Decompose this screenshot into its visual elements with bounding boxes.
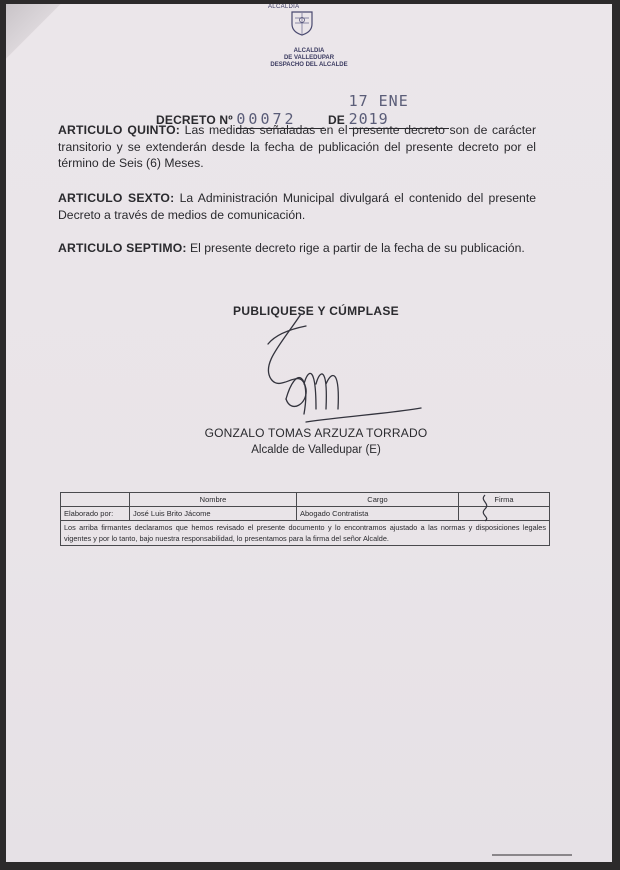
- document-page: [6, 4, 612, 862]
- coat-of-arms-icon: [290, 10, 314, 36]
- table-row: [61, 507, 550, 521]
- responsibility-note: Los arriba firmantes declaramos que hemos revisado el presente documento y lo encontramos ajustado a las normas y disposiciones legales vigentes y por lo tanto, bajo nuestra responsabilidad, lo presentamos para la firma del señor Alcalde.: [61, 521, 550, 546]
- handwritten-signature: [246, 304, 436, 444]
- header-cell-nombre: Nombre: [130, 493, 297, 507]
- control-table: [60, 492, 550, 546]
- article-text: El presente decreto rige a partir de la fecha de su publicación.: [190, 241, 525, 255]
- header-cell-blank: [61, 493, 130, 507]
- cell-nombre: José Luis Brito Jácome: [130, 507, 297, 521]
- table-row: [61, 521, 550, 546]
- decreto-label: DECRETO Nº: [156, 113, 233, 127]
- signer-title: Alcalde de Valledupar (E): [251, 444, 381, 456]
- header-cell-cargo: Cargo: [297, 493, 459, 507]
- cell-firma: [459, 507, 550, 521]
- decreto-date: 17 ENE 2019: [348, 92, 409, 128]
- cell-elaborado-por: Elaborado por:: [61, 507, 130, 521]
- article-title: ARTICULO SEXTO:: [58, 191, 175, 205]
- decreto-number: 00072: [236, 110, 297, 128]
- article-quinto: [58, 122, 536, 172]
- header-cell-firma: Firma: [459, 493, 550, 507]
- article-sexto: [58, 190, 536, 223]
- publiquese-cumplase: PUBLIQUESE Y CÚMPLASE: [233, 304, 399, 318]
- cell-cargo: Abogado Contratista: [297, 507, 459, 521]
- scan-edge-mark: [492, 854, 572, 856]
- org-line-2: DE VALLEDUPAR: [283, 55, 335, 61]
- org-line-1: ALCALDIA: [293, 48, 325, 54]
- article-title: ARTICULO SEPTIMO:: [58, 241, 187, 255]
- article-septimo: [58, 240, 536, 257]
- crest-top-text: ALCALDIA: [268, 4, 300, 10]
- initials-signature: [475, 493, 495, 523]
- article-text: La Administración Municipal divulgará el contenido del presente Decreto a través de medios de comunicación.: [58, 191, 536, 222]
- org-line-3: DESPACHO DEL ALCALDE: [270, 62, 348, 68]
- signer-name: GONZALO TOMAS ARZUZA TORRADO: [204, 426, 428, 440]
- decreto-de-label: DE: [327, 113, 346, 127]
- article-title: ARTICULO QUINTO:: [58, 123, 181, 137]
- article-text: Las medidas señaladas en el presente decreto son de carácter transitorio y se extenderán desde la fecha de publicación del presente decreto por el término de Seis (6) Meses.: [58, 123, 537, 170]
